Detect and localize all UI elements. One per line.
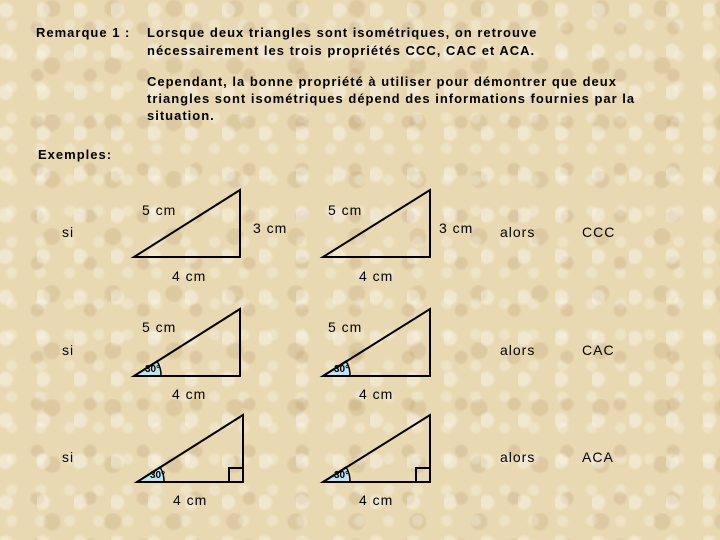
remark-para2-line-2: triangles sont isométriques dépend des informations fournies par la bbox=[147, 91, 636, 106]
row3-t1-angle-label: 30° bbox=[150, 470, 166, 481]
remark-para2-line-1: Cependant, la bonne propriété à utiliser pour démontrer que deux bbox=[147, 74, 617, 89]
row2-t1-hyp-label: 5 cm bbox=[142, 319, 177, 335]
row1-t1-hyp-label: 5 cm bbox=[142, 202, 177, 218]
row3-alors: alors bbox=[500, 449, 536, 465]
row3-property: ACA bbox=[582, 449, 614, 465]
row1-property: CCC bbox=[582, 224, 616, 240]
row1-t2-side-label: 3 cm bbox=[439, 220, 474, 236]
row2-t2-base-label: 4 cm bbox=[359, 386, 394, 402]
remark-line-1: Lorsque deux triangles sont isométriques, on retrouve bbox=[147, 25, 538, 40]
row3-t2-angle-label: 30° bbox=[334, 470, 350, 481]
row2-t1-base-label: 4 cm bbox=[172, 386, 207, 402]
row2-si: si bbox=[62, 342, 75, 358]
row1-t1-base-label: 4 cm bbox=[172, 268, 207, 284]
row3-t2-base-label: 4 cm bbox=[359, 492, 394, 508]
remark-line-2: nécessairement les trois propriétés CCC, CAC et ACA. bbox=[147, 43, 536, 58]
remark-label: Remarque 1 : bbox=[36, 25, 131, 40]
row3-si: si bbox=[62, 449, 75, 465]
row1-alors: alors bbox=[500, 224, 536, 240]
row1-t2-base-label: 4 cm bbox=[359, 268, 394, 284]
examples-label: Exemples: bbox=[38, 147, 113, 162]
row2-t2-hyp-label: 5 cm bbox=[328, 319, 363, 335]
row1-t1-side-label: 3 cm bbox=[253, 220, 288, 236]
row1-triangle-2 bbox=[323, 190, 430, 257]
row3-t2-right-angle-mark bbox=[416, 468, 430, 482]
row3-t1-right-angle-mark bbox=[229, 468, 243, 482]
row1-si: si bbox=[62, 224, 75, 240]
row2-alors: alors bbox=[500, 342, 536, 358]
row3-t1-base-label: 4 cm bbox=[173, 492, 208, 508]
row1-triangle-1 bbox=[134, 190, 240, 257]
row2-t1-angle-label: 30° bbox=[145, 364, 161, 375]
remark-para2-line-3: situation. bbox=[147, 108, 215, 123]
row1-t2-hyp-label: 5 cm bbox=[328, 202, 363, 218]
row2-property: CAC bbox=[582, 342, 615, 358]
row2-t2-angle-label: 30° bbox=[334, 364, 350, 375]
